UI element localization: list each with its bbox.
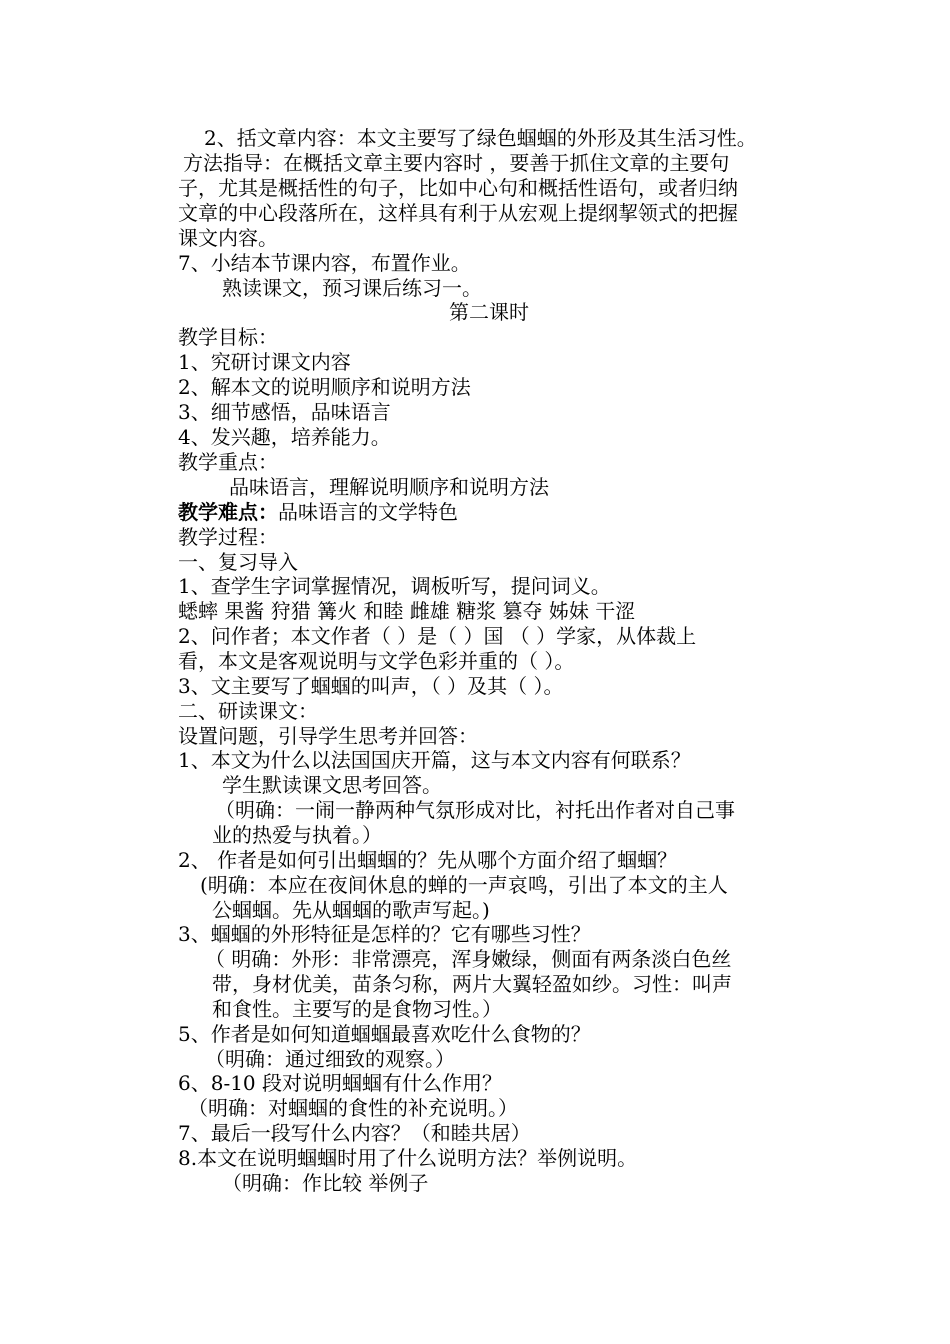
text-line: 子，尤其是概括性的句子，比如中心句和概括性语句，或者归纳: [178, 176, 738, 200]
text-line: 4、发兴趣，培养能力。: [178, 425, 391, 449]
text-line: 1、本文为什么以法国国庆开篇，这与本文内容有何联系？: [178, 748, 691, 772]
section-heading: 第二课时: [449, 300, 529, 324]
text-line: 教学目标：: [178, 325, 278, 349]
text-line: 7、最后一段写什么内容？（和睦共居）: [178, 1121, 531, 1145]
text-line: 方法指导：在概括文章主要内容时 ，要善于抓住文章的主要句: [183, 151, 730, 175]
text-line: 2、解本文的说明顺序和说明方法: [178, 375, 471, 399]
text-line: 8.本文在说明蝈蝈时用了什么说明方法？举例说明。: [178, 1146, 638, 1170]
text-line: 6、8-10 段对说明蝈蝈有什么作用？: [178, 1071, 503, 1095]
text-line: 一、复习导入: [178, 550, 298, 574]
text-line: 和食性。主要写的是食物习性。）: [212, 997, 502, 1021]
text-line: 学生默读课文思考回答。: [222, 773, 442, 797]
text-line: 熟读课文，预习课后练习一。: [222, 276, 482, 300]
text-line: 3、蝈蝈的外形特征是怎样的？它有哪些习性？: [178, 922, 591, 946]
text-line: (明确：本应在夜间休息的蝉的一声哀鸣，引出了本文的主人: [200, 873, 728, 897]
text-line: 品味语言，理解说明顺序和说明方法: [229, 475, 549, 499]
text-line: 1、查学生字词掌握情况，调板听写，提问词义。: [178, 574, 611, 598]
text-line: 1、究研讨课文内容: [178, 350, 351, 374]
text-line: （明确：对蝈蝈的食性的补充说明。）: [188, 1096, 518, 1120]
text-line: 设置问题，引导学生思考并回答：: [178, 724, 478, 748]
text-line: 看，本文是客观说明与文学色彩并重的（ ）。: [178, 649, 575, 673]
text-line: 业的热爱与执着。）: [212, 823, 382, 847]
text-line: 带，身材优美，苗条匀称，两片大翼轻盈如纱。习性：叫声: [212, 972, 732, 996]
text-line: （明确：通过细致的观察。）: [205, 1047, 455, 1071]
text-line: 7、小结本节课内容，布置作业。: [178, 251, 471, 275]
text-line: 蟋蟀 果酱 狩猎 篝火 和睦 雌雄 糖浆 篡夺 姊妹 干涩: [178, 599, 636, 623]
text-line: 2、括文章内容：本文主要写了绿色蝈蝈的外形及其生活习性。: [204, 126, 757, 150]
text-line: （明确：作比较 举例子: [222, 1171, 429, 1195]
text-line: 教学重点：: [178, 450, 278, 474]
text-line: （明确：一闹一静两种气氛形成对比，衬托出作者对自己事: [215, 798, 735, 822]
text-line: 3、细节感悟，品味语言: [178, 400, 391, 424]
text-line: 二、研读课文：: [178, 699, 318, 723]
text-line: 2、 作者是如何引出蝈蝈的？先从哪个方面介绍了蝈蝈？: [178, 848, 678, 872]
text-line: 课文内容。: [178, 226, 278, 250]
text-line: 3、文主要写了蝈蝈的叫声，（ ）及其（ ）。: [178, 674, 564, 698]
text-line: 5、作者是如何知道蝈蝈最喜欢吃什么食物的？: [178, 1022, 591, 1046]
text-span: 品味语言的文学特色: [278, 500, 458, 524]
text-line: 公蝈蝈。先从蝈蝈的歌声写起。): [212, 898, 490, 922]
bold-label: 教学难点：: [178, 500, 278, 524]
text-line: 2、问作者；本文作者（ ）是（ ）国 （ ）学家，从体裁上: [178, 624, 697, 648]
text-line: 文章的中心段落所在，这样具有利于从宏观上提纲挈领式的把握: [178, 201, 738, 225]
text-line: （ 明确：外形：非常漂亮，浑身嫩绿，侧面有两条淡白色丝: [205, 947, 732, 971]
difficulty-line: [178, 500, 458, 524]
text-line: 教学过程：: [178, 525, 278, 549]
